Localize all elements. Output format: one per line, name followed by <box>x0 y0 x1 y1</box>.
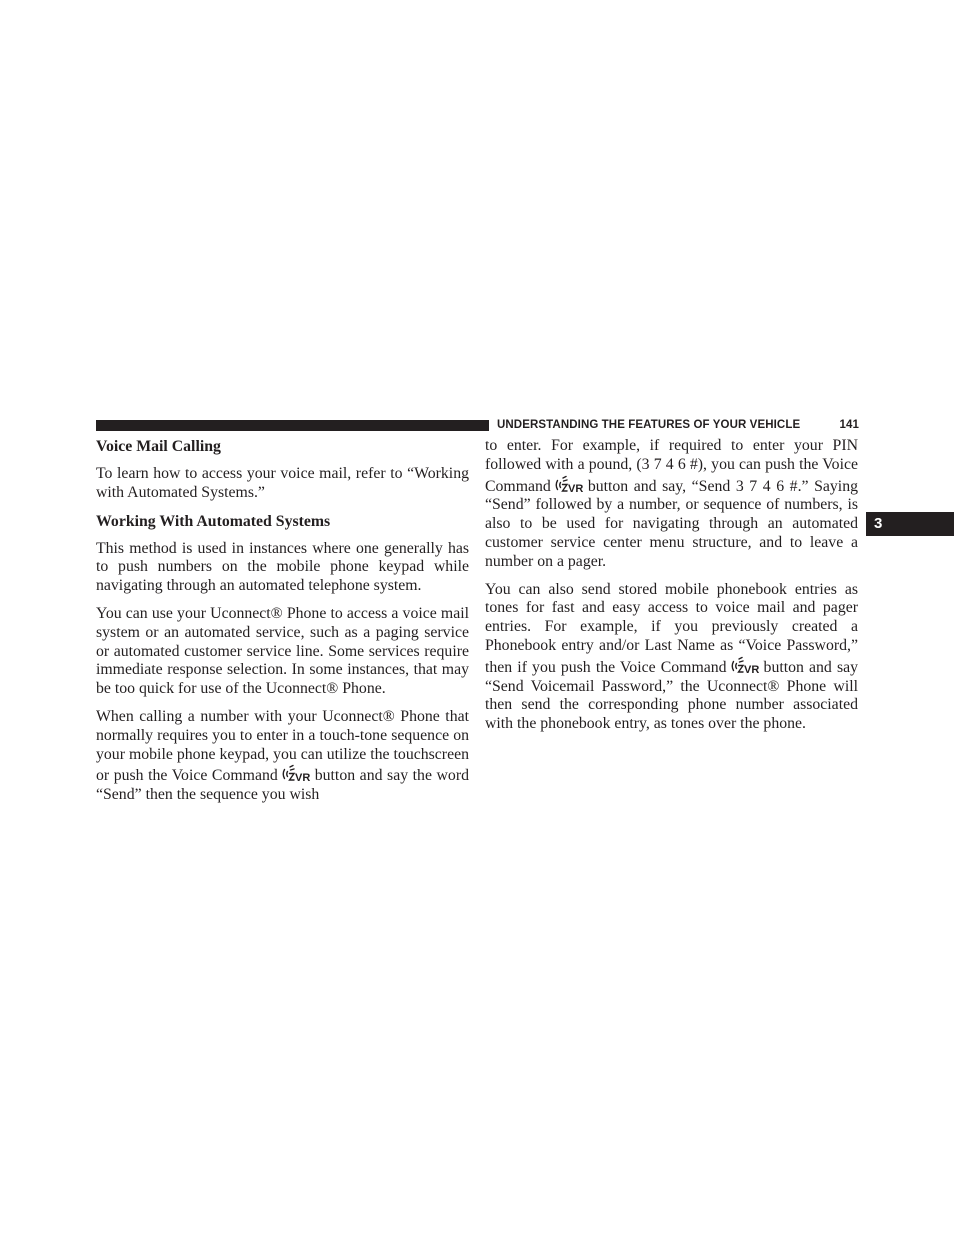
paragraph <box>485 437 858 572</box>
right-column <box>485 437 858 743</box>
voice-command-icon <box>729 656 763 676</box>
svg-text:VR: VR <box>567 482 584 495</box>
svg-text:VR: VR <box>743 663 759 676</box>
paragraph-text: You can also send stored mobile phonebook entries as tones for fast and easy access to voice mail and pager entries. For example, if you previously created a Phonebook entry and/or Last Name as “Voice Password,” then if you push the Voice Command <box>485 580 858 676</box>
paragraph: To learn how to access your voice mail, refer to “Working with Automated Systems.” <box>96 465 469 501</box>
paragraph-text: button and say “Send Voicemail Password,” the Uconnect® Phone will then send the corresponding phone number associated with the phonebook entry, as tones over the phone. <box>485 658 858 733</box>
voice-command-icon <box>553 475 587 495</box>
voice-command-icon <box>280 764 314 784</box>
paragraph: You can use your Uconnect® Phone to access a voice mail system or an automated service, such as a paging service or automated customer service line. Some services require immediate response selection. In some instances, that may be too quick for use of the Uconnect® Phone. <box>96 604 469 698</box>
paragraph-text: button and say the word “Send” then the sequence you wish <box>96 767 469 804</box>
section-heading-working-with-automated-systems: Working With Automated Systems <box>96 512 331 530</box>
paragraph <box>96 708 469 805</box>
running-header-title: UNDERSTANDING THE FEATURES OF YOUR VEHICLE <box>497 419 801 431</box>
svg-text:VR: VR <box>294 772 311 785</box>
paragraph-text: When calling a number with your Uconnect® Phone that normally requires you to enter in a touch-tone sequence on your mobile phone keypad, you can utilize the touchscreen or push the Voice Command <box>96 707 469 785</box>
paragraph: This method is used in instances where one generally has to push numbers on the mobile phone keypad while navigating through an automated telephone system. <box>96 539 469 595</box>
left-column <box>96 437 469 814</box>
paragraph-text: button and say, “Send 3 7 4 6 #.” Saying “Send” followed by a number, or sequence of numbers, is also to be used for navigating through an automated customer service center menu structure, and to leave a number on a pager. <box>485 477 858 570</box>
chapter-tab: 3 <box>866 512 954 536</box>
header-rule <box>96 420 489 431</box>
paragraph <box>485 581 858 734</box>
paragraph-text: to enter. For example, if required to enter your PIN followed with a pound, (3 7 4 6 #), you can push the Voice Command <box>485 437 858 495</box>
page-number: 141 <box>839 419 859 431</box>
running-header <box>497 417 859 433</box>
section-heading-voice-mail-calling: Voice Mail Calling <box>96 438 221 455</box>
